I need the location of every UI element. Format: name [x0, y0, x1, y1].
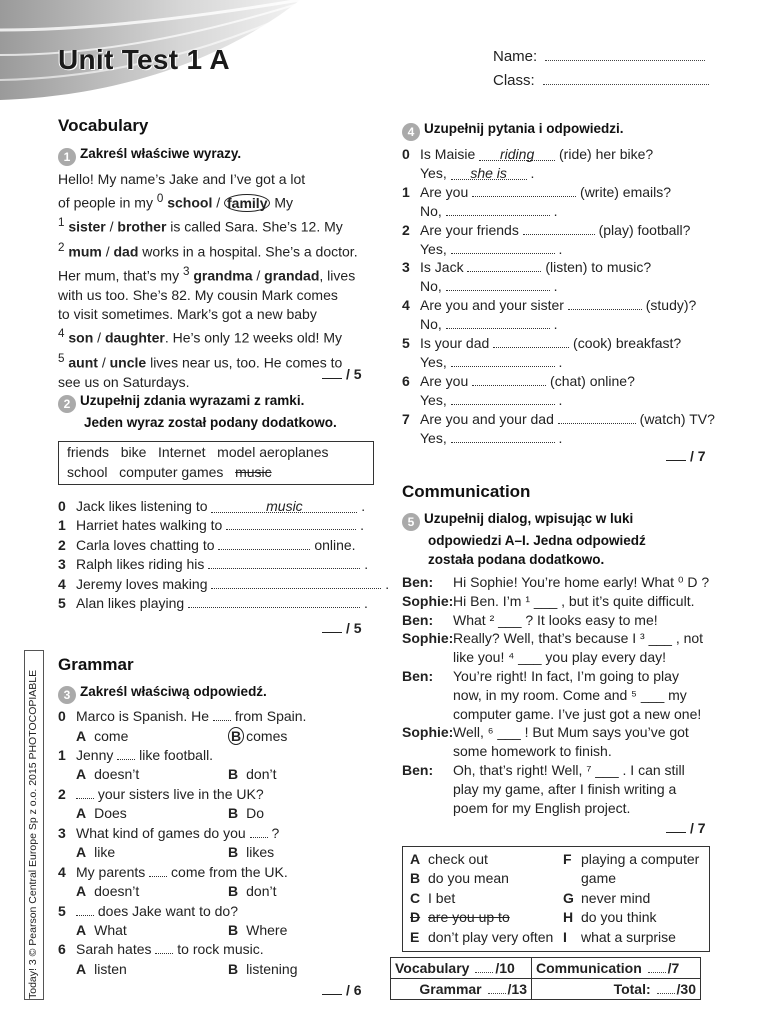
question-text: does Jake want to do? [97, 902, 238, 919]
response-gap[interactable] [446, 316, 550, 329]
option-item [563, 889, 699, 908]
item-number: 1 [58, 517, 66, 534]
answer-gap [250, 825, 268, 838]
question-text: Are you and your sister [420, 297, 564, 314]
item-number: 5 [402, 335, 410, 351]
question-text: Are your friends [420, 221, 519, 238]
sentence-end: . [363, 595, 368, 611]
question-text: Marco is Spanish. He [76, 708, 210, 724]
option-text: never mind [581, 889, 651, 906]
question-text: from Spain. [234, 708, 307, 724]
speaker-label: Ben: [402, 668, 434, 684]
option-a-text: What [94, 922, 127, 938]
item-number: 2 [58, 536, 66, 553]
exercise-number-badge: 1 [58, 148, 76, 166]
option-a-text: like [94, 844, 116, 861]
option-b-text: don’t [246, 766, 277, 783]
option-key: B [410, 870, 421, 887]
item-number: 6 [402, 372, 410, 389]
option-item [410, 908, 553, 927]
question-text: Is Jack [420, 259, 464, 276]
option-b[interactable]: B Where [228, 922, 288, 938]
option-b[interactable]: B listening [228, 960, 298, 977]
sentence-row [58, 537, 356, 553]
answer-gap[interactable] [208, 556, 360, 569]
question-row [402, 184, 671, 200]
sentence-text: Carla loves chatting to [76, 536, 215, 553]
answer-gap[interactable]: riding [479, 148, 555, 161]
option-a-text: doesn’t [94, 766, 140, 783]
circled-answer: B [228, 727, 244, 745]
option-a-text: listen [94, 960, 127, 977]
choice-son[interactable]: son [68, 330, 94, 347]
option-key: G [563, 889, 574, 906]
question-text: to rock music. [177, 941, 264, 958]
item-number: 3 [402, 259, 410, 276]
option-item [563, 869, 699, 888]
question-row [402, 411, 715, 427]
exercise-number-badge: 4 [402, 123, 420, 141]
dialog-line: now, in my room. Come and ⁵ ___ my [453, 686, 687, 703]
item-number: 0 [58, 708, 66, 724]
response-label: Yes, [420, 429, 447, 446]
option-b[interactable]: B likes [228, 844, 275, 861]
choice-grandma[interactable]: grandma [193, 267, 253, 284]
option-item [410, 850, 553, 869]
options-box [402, 846, 710, 952]
response-row: Yes, she is . [420, 165, 535, 181]
option-b-text: comes [246, 727, 288, 744]
question-text: (play) football? [598, 221, 691, 238]
response-label: No, [420, 202, 442, 219]
word-box: friends bike Internet model aeroplanes school computer games music [58, 441, 374, 485]
option-b[interactable] [228, 728, 287, 744]
question-row [402, 373, 635, 389]
dialog-line: You’re right! In fact, I’m going to play [453, 668, 679, 684]
option-b-text: don’t [246, 883, 277, 900]
question-text: come from the UK. [171, 863, 288, 880]
option-text: don’t play very often [428, 928, 554, 945]
response-row: Yes, . [420, 240, 563, 257]
dialog-line: play my game, after I finish writing a [453, 780, 677, 797]
question-row [58, 864, 288, 880]
question-row [58, 708, 306, 724]
response-label: No, [420, 316, 442, 333]
circled-answer: family [224, 194, 270, 212]
question-text: Are you and your dad [420, 410, 554, 427]
option-text: game [581, 870, 617, 887]
question-row [58, 786, 264, 802]
option-a[interactable]: A come [76, 727, 129, 744]
question-text: ? [271, 824, 280, 841]
item-number: 0 [402, 146, 410, 162]
option-item [410, 869, 553, 888]
sentence-row [58, 517, 364, 533]
item-number: 2 [402, 221, 410, 238]
option-a[interactable]: A doesn’t [76, 883, 140, 900]
item-number: 4 [58, 575, 66, 592]
exercise-1-text: Hello! My name’s Jake and I’ve got a lot of people in my $^0$ school / family My $^1$ sister / brother is called Sara. She’s 12. My $^2$ mum / dad works in a hospital. She’s a doctor. Her mum, that’s my $^3$ grandma / grandad, lives with us too. She’s 82. My cousin Mark comes to visit sometimes. Mark’s got a new baby $^4$ son / daughter. He’s only 12 weeks old! My $^5$ aunt / uncle lives near us, too. He comes to see us on Saturdays. [58, 171, 358, 390]
answer-gap[interactable] [467, 259, 541, 272]
response-row: No, . [420, 316, 558, 333]
score-total: Total: /30 [532, 979, 701, 1000]
choice-grandad[interactable]: grandad [264, 267, 320, 284]
exercise-3-instruction: 3 Zakreśl właściwą odpowiedź. [58, 682, 267, 704]
exercise-1-instruction: 1 Zakreśl właściwe wyrazy. [58, 144, 241, 166]
response-label: Yes, [420, 391, 447, 408]
option-b[interactable]: B Do [228, 805, 265, 822]
speaker-label: Ben: [402, 611, 434, 628]
answer-gap[interactable]: music [211, 500, 357, 513]
option-key: C [410, 889, 421, 906]
option-text: check out [428, 851, 488, 867]
score-table [390, 957, 701, 1000]
option-item [563, 908, 699, 927]
response-gap[interactable]: she is [451, 167, 527, 180]
dialog-line: Well, ⁶ ___ ! But Mum says you’ve got [453, 724, 689, 741]
response-row: Yes, . [420, 354, 563, 370]
option-key: A [410, 851, 421, 867]
choice-mum[interactable]: mum [68, 243, 102, 260]
question-text: What kind of games do you [76, 824, 246, 841]
question-row [402, 335, 681, 351]
sentence-text: Alan likes playing [76, 595, 185, 611]
option-b[interactable]: B don’t [228, 883, 277, 900]
dialog-line: Hi Ben. I’m ¹ ___ , but it’s quite difficult. [453, 592, 695, 609]
choice-brother[interactable]: brother [117, 219, 167, 236]
question-row [58, 747, 213, 763]
sentence-row [58, 556, 368, 572]
question-row [402, 146, 653, 162]
option-item [410, 889, 553, 908]
exercise-5-instruction: 5 Uzupełnij dialog, wpisując w luki odpowiedzi A–I. Jedna odpowiedź została podana dodatkowo. [402, 509, 646, 569]
option-text: playing a computer [581, 851, 700, 867]
dialog-line: some homework to finish. [453, 743, 612, 760]
answer-gap [155, 941, 173, 954]
item-number: 4 [58, 863, 66, 880]
class-label: Class: [493, 72, 535, 89]
speaker-label: Sophie: [402, 630, 454, 647]
sentence-text: Jeremy loves making [76, 575, 208, 592]
score-grammar: Grammar /13 [391, 979, 532, 1000]
option-text: what a surprise [581, 928, 676, 945]
answer-gap [117, 747, 135, 760]
item-number: 1 [58, 746, 66, 763]
option-a[interactable]: A doesn’t [76, 766, 140, 783]
question-row [58, 903, 238, 919]
item-number: 5 [58, 902, 66, 919]
response-gap[interactable] [451, 241, 555, 254]
response-gap[interactable] [451, 430, 555, 443]
vocabulary-heading: Vocabulary [58, 116, 149, 135]
sentence-end: . [385, 575, 390, 592]
sentence-row [58, 595, 368, 611]
question-text: Sarah hates [76, 941, 152, 958]
option-a-text: come [94, 727, 129, 744]
dialog-line: Hi Sophie! You’re home early! What ⁰ D ? [453, 574, 710, 590]
answer-gap[interactable] [493, 335, 569, 348]
copyright-side-text: Today! 3 © Pearson Central Europe Sp z o.o. 2015 PHOTOCOPIABLE [24, 650, 44, 1000]
answer-gap[interactable] [188, 595, 360, 608]
choice-sister[interactable]: sister [68, 219, 106, 236]
option-b-text: likes [246, 844, 275, 861]
answer-gap[interactable] [226, 517, 356, 530]
exercise-number-badge: 3 [58, 686, 76, 704]
option-a[interactable]: A What [76, 922, 127, 938]
dialog [402, 573, 712, 819]
question-text: (listen) to music? [545, 259, 652, 276]
answer-gap[interactable] [568, 297, 642, 310]
question-text: your sisters live in the UK? [97, 785, 264, 802]
question-text: (ride) her bike? [559, 146, 654, 162]
response-row: No, . [420, 202, 558, 219]
sentence-end: . [361, 498, 366, 514]
speaker-label: Ben: [402, 762, 434, 778]
communication-heading: Communication [402, 482, 531, 501]
response-label: Yes, [420, 165, 447, 181]
exercise-number-badge: 2 [58, 395, 76, 413]
choice-uncle[interactable]: uncle [109, 354, 147, 371]
answer-gap [76, 786, 94, 799]
question-text: Jenny [76, 746, 114, 763]
exercise-4-instruction: 4 Uzupełnij pytania i odpowiedzi. [402, 119, 624, 141]
exercise-3-score: / 6 [322, 982, 362, 998]
item-number: 2 [58, 785, 66, 802]
response-row: No, . [420, 278, 558, 295]
question-text: (cook) breakfast? [573, 335, 682, 351]
response-label: Yes, [420, 354, 447, 370]
dialog-line: Really? Well, that’s because I ³ ___ , not [453, 630, 704, 647]
option-b-text: listening [246, 960, 298, 977]
question-text: Are you [420, 183, 469, 200]
question-row [58, 825, 279, 841]
dialog-line: computer game. I’ve just got a new one! [453, 705, 702, 722]
response-row: Yes, . [420, 391, 563, 408]
exercise-number-badge: 5 [402, 513, 420, 531]
response-gap[interactable] [446, 278, 550, 291]
sentence-text: Harriet hates walking to [76, 517, 223, 534]
option-key: H [563, 909, 574, 926]
answer-gap[interactable] [558, 411, 636, 424]
answer-gap[interactable] [472, 184, 576, 197]
exercise-5-score: / 7 [666, 820, 706, 836]
speaker-label: Sophie: [402, 724, 454, 741]
option-a[interactable]: A listen [76, 960, 127, 977]
answer-gap[interactable] [472, 373, 546, 386]
answer-gap[interactable] [218, 537, 310, 550]
option-a[interactable]: A like [76, 844, 116, 861]
option-b-text: Do [246, 805, 265, 822]
choice-dad[interactable]: dad [113, 243, 139, 260]
option-key: E [410, 928, 420, 945]
answer-gap[interactable] [523, 222, 595, 235]
exercise-4-score: / 7 [666, 448, 706, 464]
dialog-line: like you! ⁴ ___ you play every day! [453, 649, 667, 666]
item-number: 3 [58, 556, 66, 573]
question-text: (write) emails? [580, 183, 672, 200]
item-number: 6 [58, 941, 66, 958]
question-row [402, 222, 690, 238]
item-number: 5 [58, 595, 66, 611]
response-row: Yes, . [420, 429, 563, 446]
answer-gap[interactable] [211, 576, 381, 589]
choice-daughter[interactable]: daughter [104, 330, 165, 347]
option-a[interactable]: A Does [76, 805, 127, 822]
exercise-1-score: / 5 [322, 366, 362, 382]
name-label: Name: [493, 48, 538, 65]
answer-gap [76, 903, 94, 916]
option-item [563, 928, 699, 947]
class-field[interactable] [493, 72, 709, 89]
question-text: (watch) TV? [639, 410, 715, 427]
option-a-text: doesn’t [94, 883, 140, 900]
option-key: D [410, 909, 421, 926]
option-text: I bet [428, 889, 456, 906]
question-row [402, 259, 651, 275]
sentence-text: Ralph likes riding his [76, 556, 205, 573]
sentence-text: Jack likes listening to [76, 498, 208, 514]
score-communication: Communication /7 [532, 958, 701, 979]
question-text: like football. [139, 746, 214, 763]
question-row [402, 297, 696, 313]
option-key: I [563, 928, 567, 945]
sentence-end: online. [314, 536, 356, 553]
response-gap[interactable] [451, 392, 555, 405]
answer-gap [213, 708, 231, 721]
item-number: 4 [402, 297, 410, 314]
name-field[interactable] [493, 48, 705, 65]
speaker-label: Ben: [402, 574, 434, 590]
response-gap[interactable] [451, 354, 555, 367]
question-text: My parents [76, 863, 146, 880]
grammar-heading: Grammar [58, 655, 134, 674]
dialog-line: poem for my English project. [453, 799, 631, 816]
dialog-line: Oh, that’s right! Well, ⁷ ___ . I can still [453, 762, 685, 778]
option-text: do you mean [428, 870, 509, 887]
question-text: Is your dad [420, 335, 490, 351]
sentence-row [58, 498, 365, 514]
option-item [563, 850, 699, 869]
question-text: Are you [420, 372, 469, 389]
exercise-2-instruction: 2 Uzupełnij zdania wyrazami z ramki. Jeden wyraz został podany dodatkowo. [58, 391, 337, 432]
dialog-line: What ² ___ ? It looks easy to me! [453, 611, 658, 628]
choice-aunt[interactable]: aunt [68, 354, 98, 371]
question-text: (chat) online? [550, 372, 635, 389]
answer-gap [149, 864, 167, 877]
score-vocabulary: Vocabulary /10 [391, 958, 532, 979]
option-b-text: Where [246, 922, 288, 938]
option-a-text: Does [94, 805, 127, 822]
response-gap[interactable] [446, 203, 550, 216]
item-number: 1 [402, 183, 410, 200]
sentence-end: . [360, 517, 364, 534]
speaker-label: Sophie: [402, 592, 454, 609]
item-number: 0 [58, 498, 66, 514]
question-text: Is Maisie [420, 146, 476, 162]
question-row [58, 941, 264, 957]
option-item [410, 928, 553, 947]
sentence-end: . [364, 556, 369, 573]
question-text: (study)? [645, 297, 697, 314]
option-text: are you up to [428, 909, 510, 926]
response-label: Yes, [420, 240, 447, 257]
exercise-2-score: / 5 [322, 620, 362, 636]
option-text: do you think [581, 909, 657, 926]
item-number: 3 [58, 824, 66, 841]
option-key: F [563, 851, 572, 867]
page-title: Unit Test 1 A [58, 44, 230, 75]
option-b[interactable]: B don’t [228, 766, 277, 783]
response-label: No, [420, 278, 442, 295]
sentence-row [58, 576, 389, 592]
item-number: 7 [402, 410, 410, 427]
